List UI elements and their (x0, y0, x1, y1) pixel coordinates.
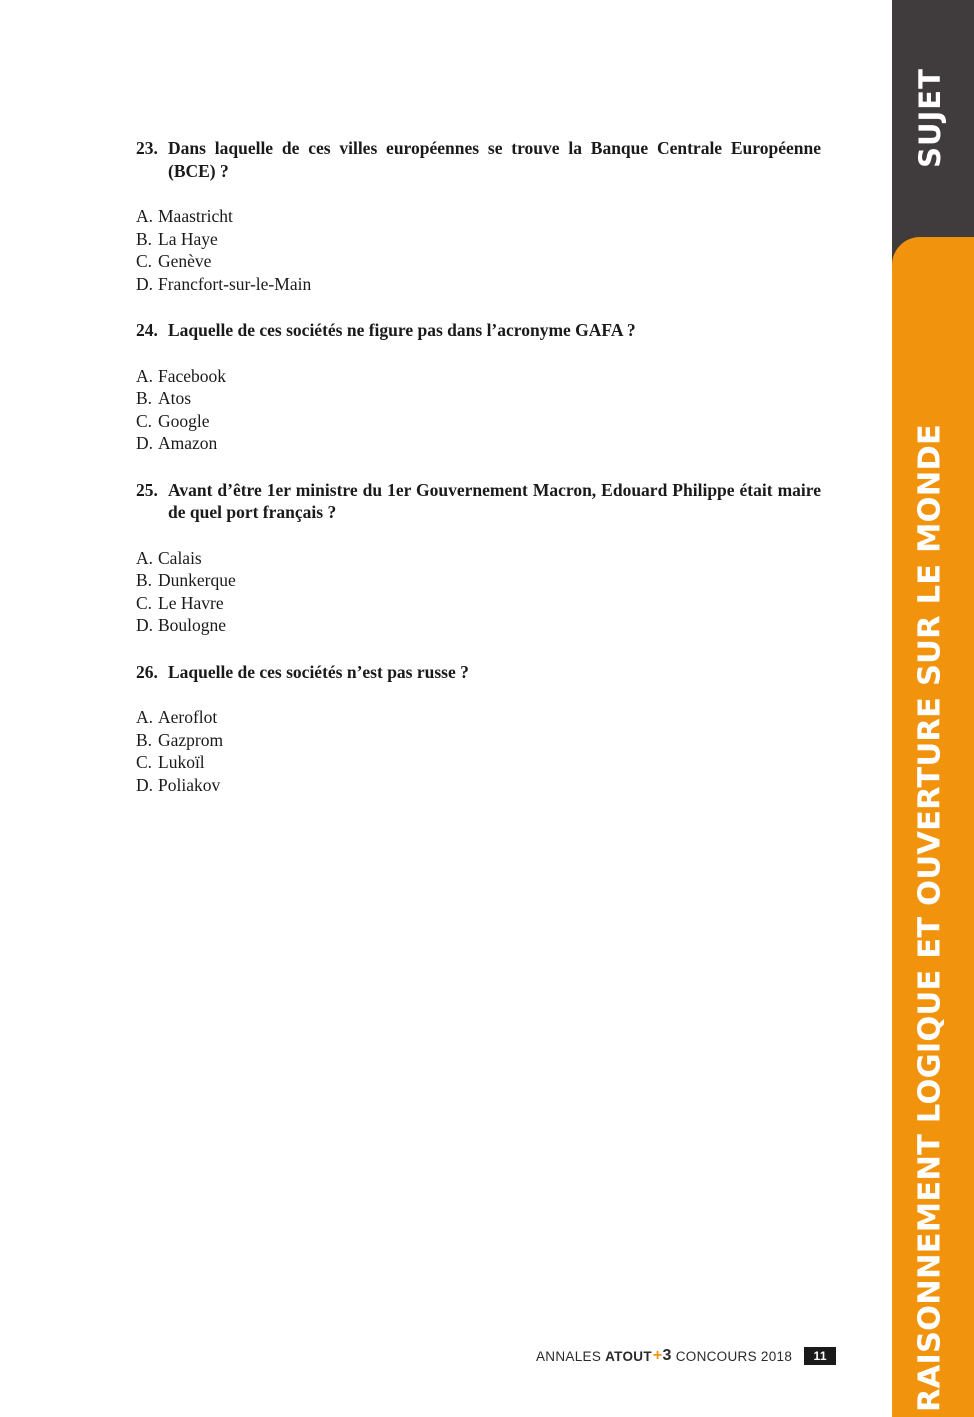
question-number: 24. (136, 320, 158, 340)
option-letter: D. (136, 433, 154, 453)
footer-brand-plus: + (652, 1347, 663, 1364)
option-text: Amazon (158, 433, 218, 453)
answer-option (136, 410, 821, 433)
answer-option (136, 592, 821, 615)
answer-option (136, 569, 821, 592)
option-text: Calais (158, 547, 202, 568)
option-text: Lukoïl (158, 752, 205, 772)
answer-option (136, 729, 821, 752)
question-24 (136, 319, 821, 455)
option-letter: B. (136, 570, 153, 590)
question-text (136, 479, 821, 524)
question-text (136, 137, 821, 182)
answer-option (136, 751, 821, 774)
option-letter: D. (136, 273, 154, 294)
question-23 (136, 137, 821, 295)
question-body: Laquelle de ces sociétés ne figure pas dans l’acronyme GAFA ? (168, 320, 636, 340)
option-text: Boulogne (158, 615, 227, 635)
option-letter: A. (136, 707, 154, 727)
question-body: Avant d’être 1er ministre du 1er Gouvernement Macron, Edouard Philippe était maire de quel port français ? (168, 479, 821, 522)
option-text: Aeroflot (158, 707, 218, 727)
section-label: SUJET (913, 68, 947, 168)
option-letter: A. (136, 547, 154, 568)
footer-brand: ATOUT (605, 1348, 652, 1364)
question-list (136, 137, 821, 820)
answer-option (136, 273, 821, 296)
answer-option (136, 547, 821, 570)
answer-option (136, 432, 821, 455)
answer-options (136, 706, 821, 796)
option-text: Facebook (158, 365, 227, 386)
option-letter: B. (136, 729, 153, 750)
answer-option (136, 365, 821, 388)
answer-options (136, 547, 821, 637)
subject-label: RAISONNEMENT LOGIQUE ET OUVERTURE SUR LE MONDE (912, 423, 948, 1413)
option-text: Atos (158, 388, 192, 408)
option-letter: C. (136, 592, 153, 613)
question-25 (136, 479, 821, 637)
option-letter: D. (136, 774, 154, 795)
answer-option (136, 774, 821, 797)
option-letter: C. (136, 410, 153, 431)
question-text (136, 319, 821, 342)
option-letter: A. (136, 206, 154, 226)
question-number: 23. (136, 138, 158, 158)
option-text: Gazprom (158, 729, 224, 750)
option-text: Google (158, 410, 210, 431)
question-text (136, 661, 821, 684)
option-text: La Haye (158, 228, 218, 249)
answer-option (136, 250, 821, 273)
option-letter: C. (136, 251, 153, 271)
answer-options (136, 365, 821, 455)
question-body: Dans laquelle de ces villes européennes se trouve la Banque Centrale Européenne (BCE) ? (168, 138, 821, 181)
answer-option (136, 706, 821, 729)
option-text: Genève (158, 251, 212, 271)
option-letter: D. (136, 615, 154, 635)
page-footer (536, 1346, 836, 1366)
option-letter: C. (136, 752, 153, 772)
option-text: Poliakov (158, 774, 221, 795)
footer-brand-three: 3 (662, 1347, 672, 1364)
option-text: Dunkerque (158, 570, 236, 590)
question-number: 26. (136, 661, 158, 682)
answer-option (136, 205, 821, 228)
option-letter: B. (136, 228, 153, 249)
footer-annales: ANNALES (536, 1348, 602, 1364)
answer-option (136, 228, 821, 251)
option-letter: A. (136, 365, 154, 386)
footer-concours: CONCOURS 2018 (675, 1348, 793, 1364)
answer-option (136, 614, 821, 637)
answer-option (136, 387, 821, 410)
option-text: Maastricht (158, 206, 233, 226)
question-26 (136, 661, 821, 797)
option-letter: B. (136, 388, 153, 408)
question-body: Laquelle de ces sociétés n’est pas russe ? (168, 661, 469, 682)
question-number: 25. (136, 479, 158, 500)
page-number: 11 (804, 1347, 836, 1365)
footer-brand-logo (605, 1347, 672, 1365)
answer-options (136, 205, 821, 295)
option-text: Le Havre (158, 592, 224, 613)
option-text: Francfort-sur-le-Main (158, 273, 312, 294)
